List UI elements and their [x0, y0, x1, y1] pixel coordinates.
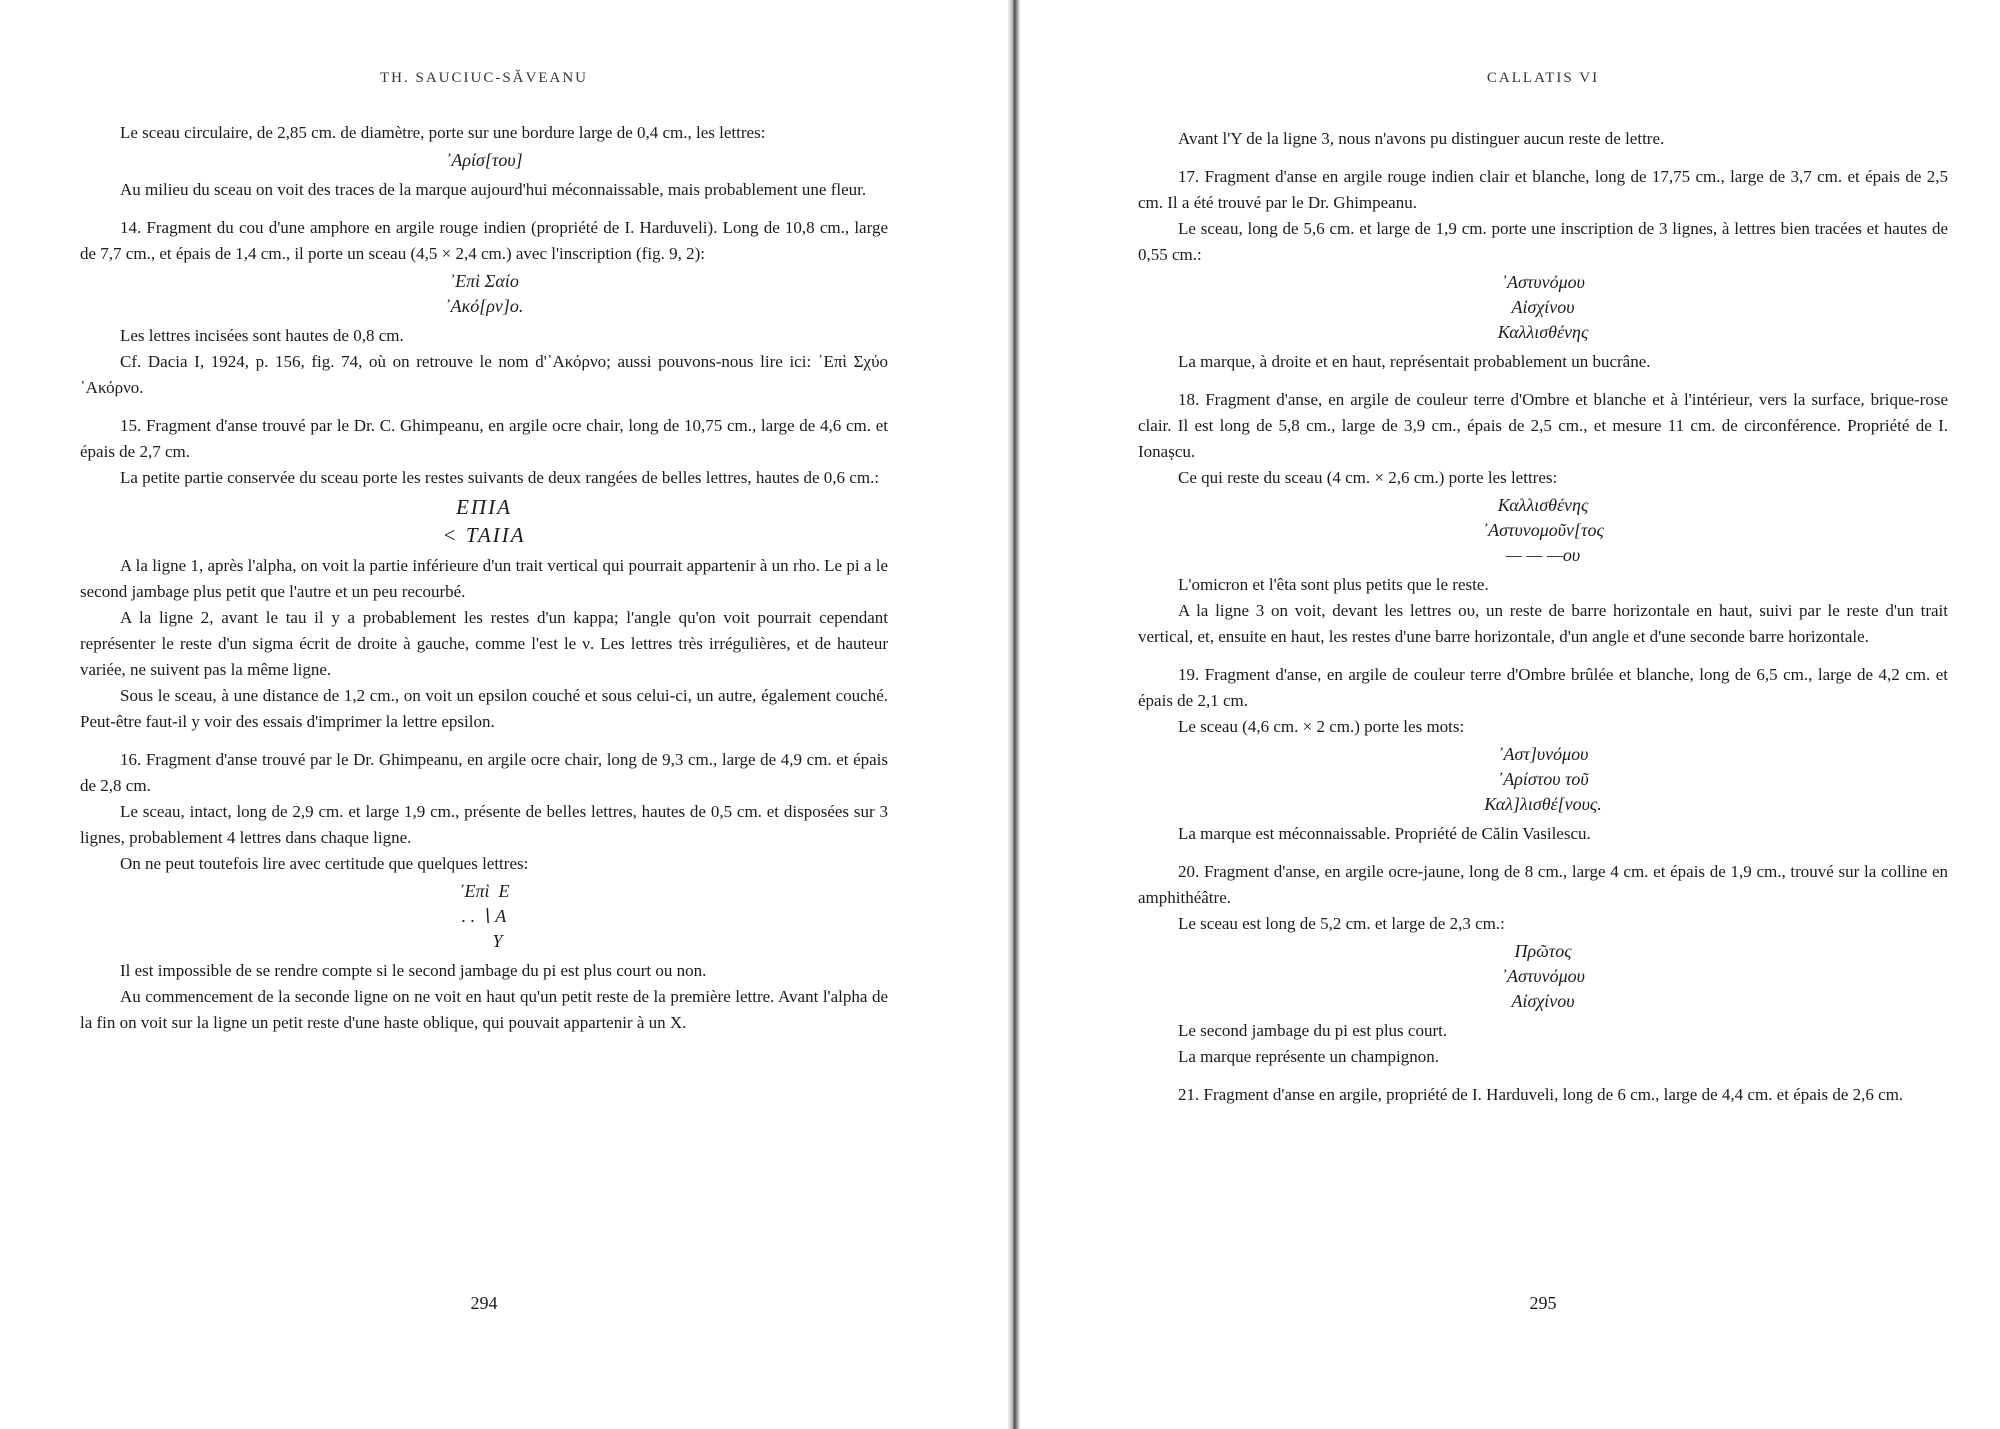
- paragraph: 20. Fragment d'anse, en argile ocre-jaune, long de 8 cm., large 4 cm. et épais de 1,9 cm., trouvé sur la colline en amphithéâtre.: [1138, 862, 1948, 907]
- paragraph: A la ligne 2, avant le tau il y a probablement les restes d'un kappa; l'angle qu'on voit pourrait cependant représenter le reste d'un sigma écrit de droite à gauche, comme l'est le ν. Les lettres très irrégulières, et de hauteur variée, ne suivent pas la même ligne.: [80, 608, 888, 679]
- greek-inscription: [1138, 939, 1948, 1014]
- paragraph: L'omicron et l'êta sont plus petits que le reste.: [1178, 575, 1489, 594]
- page-body: [80, 120, 888, 1036]
- paragraph: Avant l'Y de la ligne 3, nous n'avons pu distinguer aucun reste de lettre.: [1178, 129, 1665, 148]
- paragraph: Le sceau, long de 5,6 cm. et large de 1,9 cm. porte une inscription de 3 lignes, à lettres bien tracées et hautes de 0,55 cm.:: [1138, 219, 1948, 264]
- inscription-line: ᾿Αστυνόμου: [1501, 966, 1585, 986]
- running-head: CALLATIS VI: [1486, 70, 1600, 86]
- greek-inscription: [1138, 742, 1948, 817]
- paragraph: Les lettres incisées sont hautes de 0,8 cm.: [120, 326, 404, 345]
- inscription-line: ᾿Αρίστου τοῦ: [1497, 769, 1589, 789]
- inscription-line: ᾿Επὶ Σαίο: [449, 271, 519, 291]
- paragraph: A la ligne 1, après l'alpha, on voit la partie inférieure d'un trait vertical qui pourrait appartenir à un rho. Le pi a le second jambage plus petit que l'autre et un peu recourbé.: [80, 556, 888, 601]
- paragraph: Sous le sceau, à une distance de 1,2 cm., on voit un epsilon couché et sous celui-ci, un autre, également couché. Peut-être faut-il y voir des essais d'imprimer la lettre epsilon.: [80, 686, 888, 731]
- greek-inscription: [80, 269, 888, 319]
- greek-inscription: [80, 493, 888, 549]
- paragraph: 18. Fragment d'anse, en argile de couleur terre d'Ombre et blanche et à l'intérieur, vers la surface, brique-rose clair. Il est long de 5,8 cm., large de 3,9 cm., épais de 2,5 cm., et mesure 11 cm. de circonférence. Propriété de I. Ionașcu.: [1138, 390, 1948, 461]
- paragraph: A la ligne 3 on voit, devant les lettres ου, un reste de barre horizontale en haut, suivi par le reste d'un trait vertical, et, ensuite en haut, les restes d'une barre horizontale, d'un angle et d'une seconde barre horizontale.: [1138, 601, 1948, 646]
- inscription-line: ᾿Ακό[ρν]ο.: [444, 296, 524, 316]
- paragraph: Au commencement de la seconde ligne on ne voit en haut qu'un petit reste de la première lettre. Avant l'alpha de la fin on voit sur la ligne un petit reste d'une haste oblique, qui pouvait appartenir à un X.: [80, 987, 888, 1032]
- greek-inscription: [80, 879, 888, 954]
- inscription-line: Καλλισθένης: [1497, 322, 1589, 342]
- page-number: 294: [470, 1293, 498, 1313]
- paragraph: La marque est méconnaissable. Propriété de Călin Vasilescu.: [1178, 824, 1591, 843]
- paragraph: 14. Fragment du cou d'une amphore en argile rouge indien (propriété de I. Harduveli). Long de 10,8 cm., large de 7,7 cm., et épais de 1,4 cm., il porte un sceau (4,5 × 2,4 cm.) avec l'inscription (fig. 9, 2):: [80, 218, 888, 263]
- inscription-line: Αἰσχίνου: [1511, 991, 1575, 1011]
- inscription-line: ᾿Επὶ Ε: [458, 881, 510, 901]
- inscription-line: — — —ου: [1505, 545, 1581, 565]
- inscription-line: . . ∖ Α: [461, 906, 507, 926]
- paragraph: On ne peut toutefois lire avec certitude que quelques lettres:: [120, 854, 529, 873]
- inscription-line: < ΤΑΙΙΑ: [442, 523, 526, 547]
- paragraph: Il est impossible de se rendre compte si le second jambage du pi est plus court ou non.: [120, 961, 707, 980]
- paragraph: Cf. Dacia I, 1924, p. 156, fig. 74, où on retrouve le nom d'᾿Ακόρνο; aussi pouvons-nous lire ici: ᾿Επὶ Σχύο ᾿Ακόρνο.: [80, 352, 888, 397]
- paragraph: Le second jambage du pi est plus court.: [1178, 1021, 1448, 1040]
- paragraph: 17. Fragment d'anse en argile rouge indien clair et blanche, long de 17,75 cm., large de 3,7 cm. et épais de 2,5 cm. Il a été trouvé par le Dr. Ghimpeanu.: [1138, 167, 1948, 212]
- paragraph: Le sceau, intact, long de 2,9 cm. et large 1,9 cm., présente de belles lettres, hautes de 0,5 cm. et disposées sur 3 lignes, probablement 4 lettres dans chaque ligne.: [80, 802, 888, 847]
- inscription-line: Πρῶτος: [1514, 941, 1572, 961]
- inscription-line: ᾿Αστυνομοῦν[τος: [1482, 520, 1604, 540]
- paragraph: 19. Fragment d'anse, en argile de couleur terre d'Ombre brûlée et blanche, long de 6,5 cm., large de 4,2 cm. et épais de 2,1 cm.: [1138, 665, 1948, 710]
- inscription-line: Καλλισθένης: [1497, 495, 1589, 515]
- left-page: [80, 0, 888, 1429]
- paragraph: Au milieu du sceau on voit des traces de la marque aujourd'hui méconnaissable, mais probablement une fleur.: [120, 180, 867, 199]
- inscription-line: Καλ]λισθέ[νους.: [1484, 794, 1602, 814]
- paragraph: 21. Fragment d'anse en argile, propriété de I. Harduveli, long de 6 cm., large de 4,4 cm. et épais de 2,6 cm.: [1178, 1085, 1904, 1104]
- inscription-line: ΕΠΙΑ: [456, 495, 512, 519]
- inscription-line: Αἰσχίνου: [1511, 297, 1575, 317]
- greek-inscription: [1138, 493, 1948, 568]
- paragraph: Le sceau (4,6 cm. × 2 cm.) porte les mots:: [1178, 717, 1465, 736]
- paragraph: 15. Fragment d'anse trouvé par le Dr. C. Ghimpeanu, en argile ocre chair, long de 10,75 cm., large de 4,6 cm. et épais de 2,7 cm.: [80, 416, 888, 461]
- paragraph: Le sceau est long de 5,2 cm. et large de 2,3 cm.:: [1178, 914, 1505, 933]
- inscription-line: ᾿Αστυνόμου: [1501, 272, 1585, 292]
- inscription-line: ᾿Αρίσ[του]: [445, 150, 523, 170]
- greek-inscription: [80, 148, 888, 173]
- paragraph: Le sceau circulaire, de 2,85 cm. de diamètre, porte sur une bordure large de 0,4 cm., les lettres:: [120, 123, 766, 142]
- inscription-line: ᾿Αστ]υνόμου: [1497, 744, 1589, 764]
- running-head: TH. SAUCIUC-SĂVEANU: [379, 70, 588, 86]
- paragraph: La marque, à droite et en haut, représentait probablement un bucrâne.: [1178, 352, 1651, 371]
- inscription-line: Υ: [465, 931, 503, 951]
- right-page: [1138, 0, 1948, 1429]
- page-number: 295: [1529, 1293, 1557, 1313]
- greek-inscription: [1138, 270, 1948, 345]
- paragraph: La petite partie conservée du sceau porte les restes suivants de deux rangées de belles lettres, hautes de 0,6 cm.:: [120, 468, 880, 487]
- book-gutter: [1008, 0, 1020, 1429]
- page-body: [1138, 126, 1948, 1108]
- paragraph: La marque représente un champignon.: [1178, 1047, 1440, 1066]
- paragraph: 16. Fragment d'anse trouvé par le Dr. Ghimpeanu, en argile ocre chair, long de 9,3 cm., large de 4,9 cm. et épais de 2,8 cm.: [80, 750, 888, 795]
- paragraph: Ce qui reste du sceau (4 cm. × 2,6 cm.) porte les lettres:: [1178, 468, 1558, 487]
